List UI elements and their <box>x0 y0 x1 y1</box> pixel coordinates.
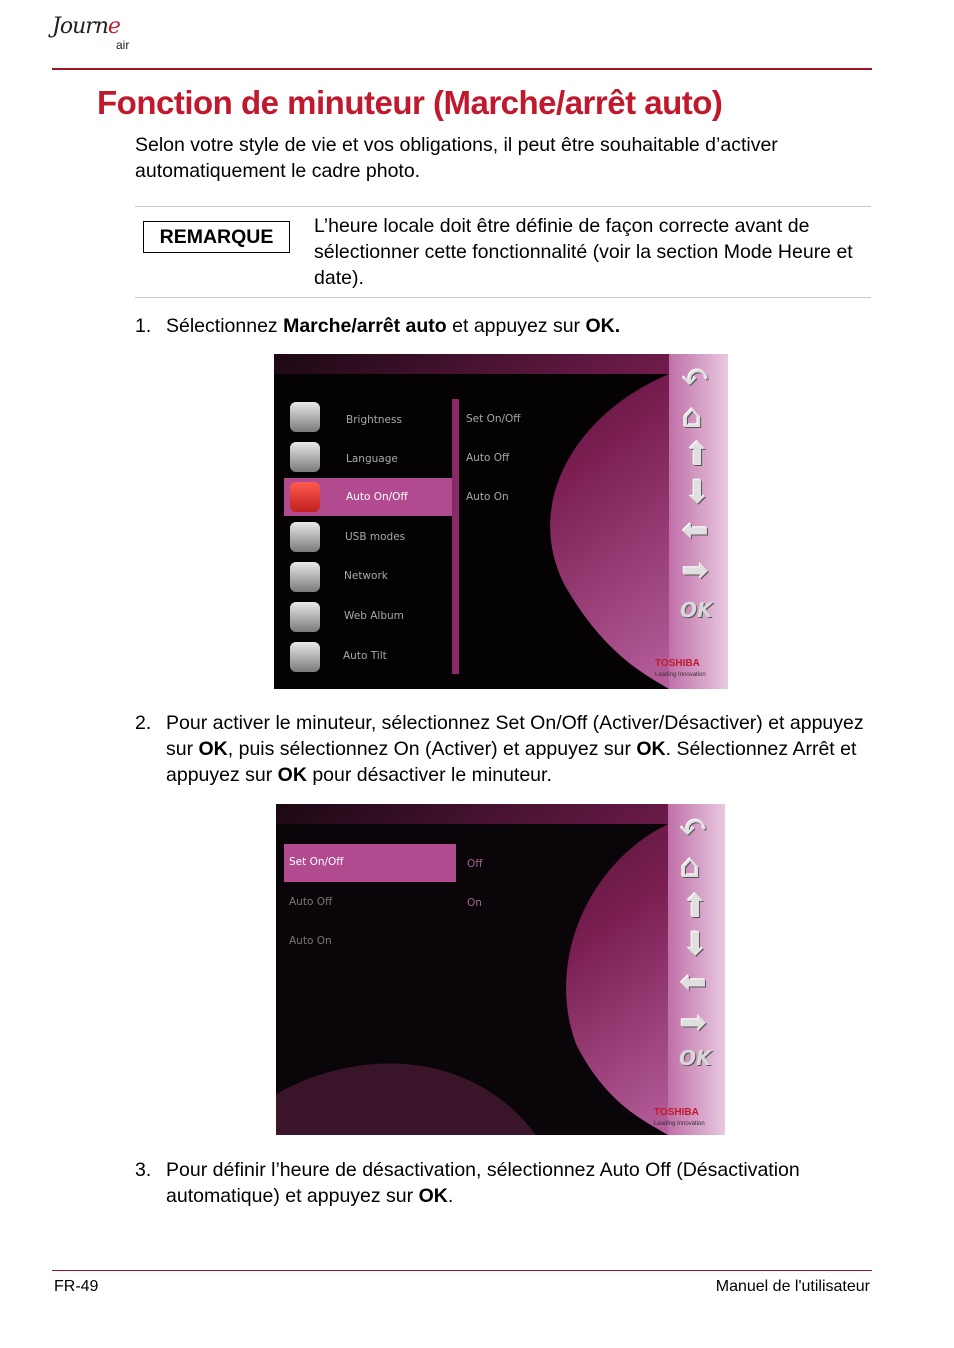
menu-item-brightness: Brightness <box>346 414 402 426</box>
menu-item-network: Network <box>344 570 388 582</box>
menu-item-auto-on: Auto On <box>289 935 332 947</box>
menu-item-usb-modes: USB modes <box>345 531 406 543</box>
up-arrow-icon: ⬆ <box>682 887 709 925</box>
step-text: Pour définir l’heure de désactivation, sélectionnez Auto Off (Désactivation automatique) et appuyez sur OK. <box>166 1159 800 1207</box>
logo-script: Journe <box>52 14 120 39</box>
step-text: Sélectionnez Marche/arrêt auto et appuyez sur OK. <box>166 315 621 337</box>
settings-menu-screenshot <box>274 354 728 689</box>
header-divider <box>52 68 872 70</box>
menu-item-set-on-off: Set On/Off <box>289 856 344 868</box>
option-off: Off <box>467 858 483 870</box>
brand-tagline: Leading Innovation <box>654 1121 705 1127</box>
down-arrow-icon: ⬇ <box>682 925 709 963</box>
toshiba-brand: TOSHIBA <box>655 658 700 669</box>
menu-item-web-album: Web Album <box>344 610 404 622</box>
page-number: FR-49 <box>54 1278 99 1295</box>
network-icon <box>290 562 320 592</box>
home-icon: ⌂ <box>680 847 701 885</box>
menu-item-auto-tilt: Auto Tilt <box>343 650 387 662</box>
step-text: Pour activer le minuteur, sélectionnez Set On/Off (Activer/Désactiver) et appuyez sur OK, puis sélectionnez On (Activer) et appuyez sur OK. Sélectionnez Arrêt et appuyez sur OK pour désactiver le minuteur. <box>166 712 864 786</box>
submenu-set-on-off: Set On/Off <box>466 413 521 425</box>
manual-title: Manuel de l'utilisateur <box>715 1278 870 1295</box>
language-icon <box>290 442 320 472</box>
step-1 <box>135 313 875 341</box>
left-arrow-icon: ⬅ <box>680 963 707 1001</box>
footer-divider <box>52 1270 872 1271</box>
ok-icon: OK <box>680 598 713 622</box>
brand-tagline: Leading Innovation <box>655 672 706 678</box>
up-arrow-icon: ⬆ <box>684 435 711 473</box>
note-bottom-divider <box>135 297 871 298</box>
auto-on-off-screenshot <box>276 804 725 1135</box>
step-number: 1. <box>135 315 152 337</box>
back-icon: ↶ <box>680 811 707 849</box>
submenu-auto-on: Auto On <box>466 491 509 503</box>
brightness-icon <box>290 402 320 432</box>
left-arrow-icon: ⬅ <box>682 511 709 549</box>
journe-air-logo <box>52 14 142 64</box>
option-on: On <box>467 897 482 909</box>
submenu-auto-off: Auto Off <box>466 452 510 464</box>
toshiba-brand: TOSHIBA <box>654 1107 699 1118</box>
web-album-icon <box>290 602 320 632</box>
logo-sub: air <box>116 38 130 52</box>
menu-item-language: Language <box>346 453 398 465</box>
note-label: REMARQUE <box>143 221 290 253</box>
right-arrow-icon: ➡ <box>680 1003 707 1041</box>
note-top-divider <box>135 206 871 207</box>
page-title: Fonction de minuteur (Marche/arrêt auto) <box>97 84 723 121</box>
step-3 <box>135 1157 875 1211</box>
intro-paragraph: Selon votre style de vie et vos obligations, il peut être souhaitable d’activer automatiquement le cadre photo. <box>135 134 778 182</box>
step-number: 3. <box>135 1159 152 1181</box>
usb-icon <box>290 522 320 552</box>
step-2 <box>135 710 875 790</box>
power-icon <box>290 482 320 512</box>
down-arrow-icon: ⬇ <box>684 473 711 511</box>
back-icon: ↶ <box>682 361 709 399</box>
auto-tilt-icon <box>290 642 320 672</box>
step-number: 2. <box>135 712 152 734</box>
menu-item-auto-off: Auto Off <box>289 896 333 908</box>
home-icon: ⌂ <box>682 397 703 435</box>
note-text: L’heure locale doit être définie de façon correcte avant de sélectionner cette fonctionnalité (voir la section Mode Heure et date). <box>314 215 853 289</box>
menu-item-auto-on-off: Auto On/Off <box>346 491 408 503</box>
ok-icon: OK <box>679 1046 712 1070</box>
right-arrow-icon: ➡ <box>682 551 709 589</box>
screen-background <box>274 354 728 689</box>
